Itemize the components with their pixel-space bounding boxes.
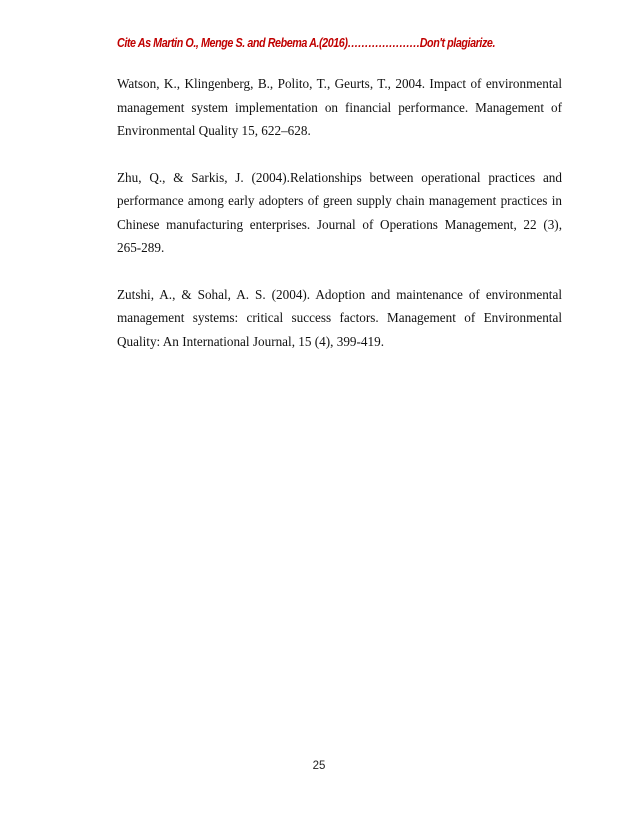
- page-number: 25: [312, 760, 326, 772]
- reference-zhu-sarkis-2004: Zhu, Q., & Sarkis, J. (2004).Relationships between operational practices and performance among early adopters of green supply chain management practices in Chinese manufacturing enterprises. Journal of Operations Management, 22 (3), 265-289.: [117, 169, 562, 255]
- reference-zutshi-sohal-2004: Zutshi, A., & Sohal, A. S. (2004). Adoption and maintenance of environmental management systems: critical success factors. Management of Environmental Quality: An International Journal, 15 (4), 399-419.: [117, 286, 562, 349]
- reference-watson-2004: Watson, K., Klingenberg, B., Polito, T., Geurts, T., 2004. Impact of environmental management system implementation on financial performance. Management of Environmental Quality 15, 622–628.: [117, 76, 562, 138]
- references-list: [117, 72, 562, 376]
- citation-header: Cite As Martin O., Menge S. and Rebema A.(2016)…………………Don't plagiarize.: [117, 36, 496, 50]
